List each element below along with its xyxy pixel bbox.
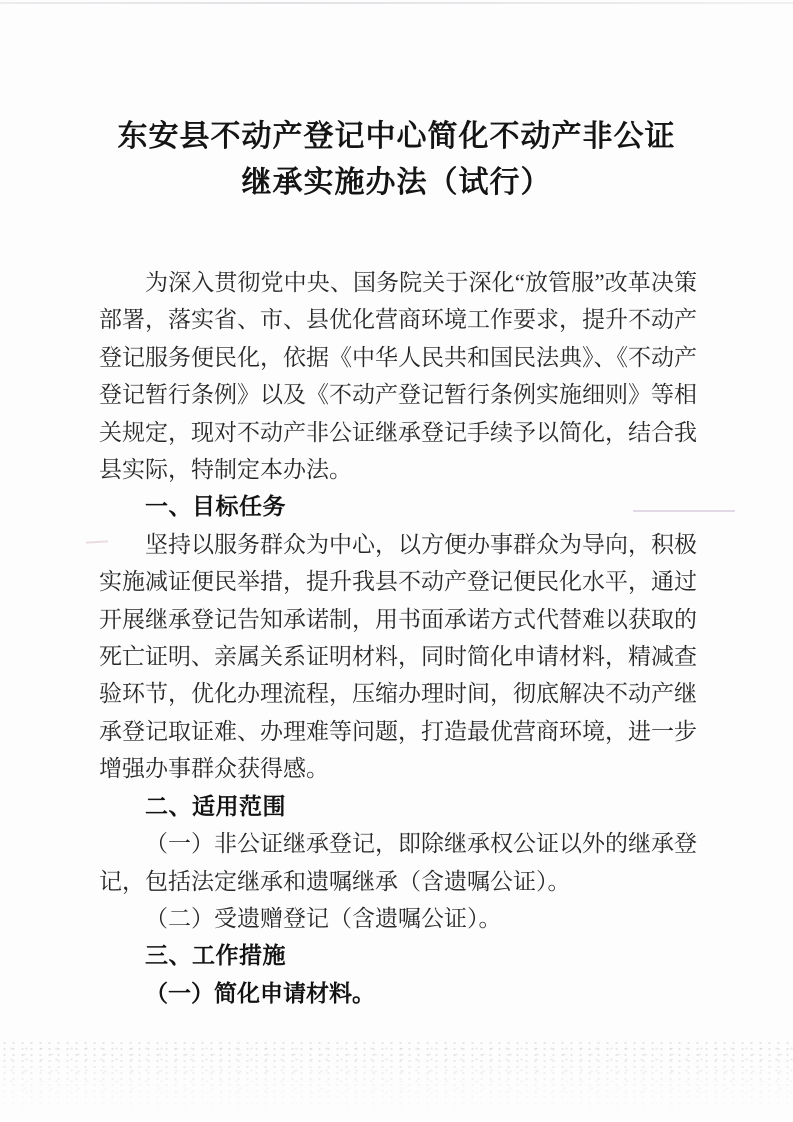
paragraph-measures-item-1: （一）简化申请材料。 bbox=[145, 980, 375, 1006]
document-body bbox=[99, 264, 697, 1012]
paragraph-scope-item-1: （一）非公证继承登记，即除继承权公证以外的继承登记，包括法定继承和遗嘱继承（含遗嘱公证）。 bbox=[99, 831, 697, 894]
heading-section-3-measures: 三、工作措施 bbox=[145, 942, 286, 969]
scan-noise-band-artifact bbox=[0, 1040, 793, 1118]
paragraph-scope-item-2: （二）受遗赠登记（含遗嘱公证）。 bbox=[145, 905, 502, 931]
heading-section-2-scope: 二、适用范围 bbox=[145, 792, 286, 819]
scan-line-artifact bbox=[633, 510, 735, 512]
paragraph-preamble: 为深入贯彻党中央、国务院关于深化“放管服”改革决策部署，落实省、市、县优化营商环境工作要求，提升不动产登记服务便民化，依据《中华人民共和国民法典》、《不动产登记暂行条例》以及《不动产登记暂行条例实施细则》等相关规定，现对不动产非公证继承登记手续予以简化，结合我县实际，特制定本办法。 bbox=[99, 270, 697, 483]
document-title bbox=[50, 114, 743, 206]
heading-section-1-goals: 一、目标任务 bbox=[145, 493, 286, 520]
paragraph-goals: 坚持以服务群众为中心，以方便办事群众为导向，积极实施减证便民举措，提升我县不动产登记便民化水平，通过开展继承登记告知承诺制，用书面承诺方式代替难以获取的死亡证明、亲属关系证明材料，同时简化申请材料，精减查验环节，优化办理流程，压缩办理时间，彻底解决不动产继承登记取证难、办理难等问题，打造最优营商环境，进一步增强办事群众获得感。 bbox=[99, 531, 697, 782]
document-title-line-2: 继承实施办法（试行） bbox=[241, 166, 552, 199]
scan-top-edge-artifact bbox=[0, 2, 793, 4]
document-title-line-1: 东安县不动产登记中心简化不动产非公证 bbox=[117, 120, 676, 153]
